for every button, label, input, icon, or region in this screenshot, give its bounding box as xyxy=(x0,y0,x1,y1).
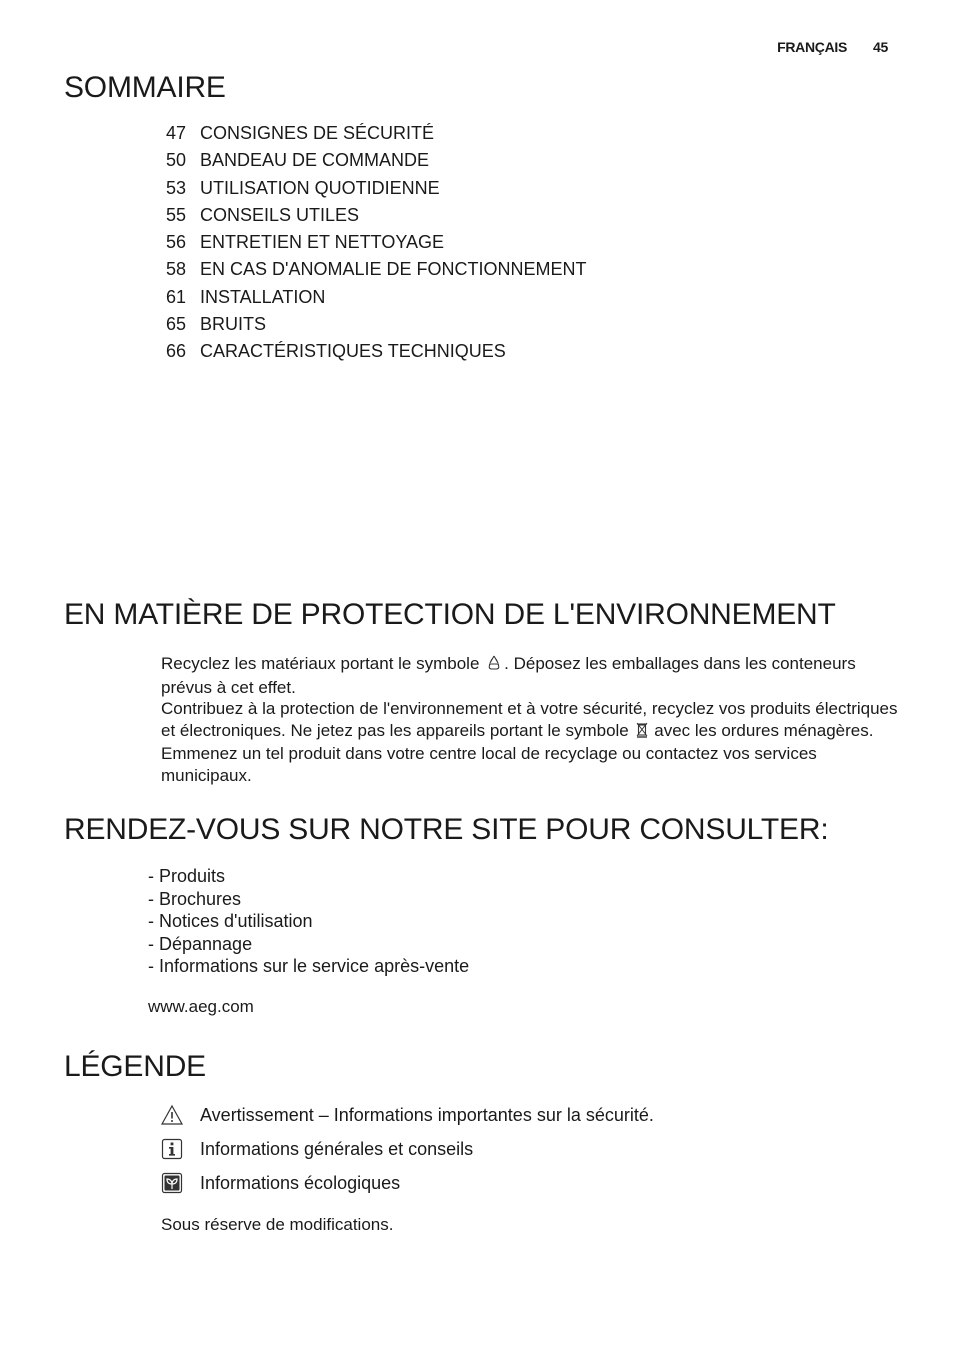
website-link[interactable]: www.aeg.com xyxy=(148,997,254,1016)
toc-entry[interactable] xyxy=(166,176,586,203)
disclaimer-note: Sous réserve de modifications. xyxy=(161,1215,394,1234)
crossed-bin-icon xyxy=(636,721,648,744)
env-text-1a: Recyclez les matériaux portant le symbole xyxy=(161,654,480,673)
env-text-2b: avec les ordures ménagères. Emmenez un tel produit dans votre centre local de recyclage ou contactez vos services municipaux. xyxy=(161,720,874,785)
site-title: RENDEZ-VOUS SUR NOTRE SITE POUR CONSULTER: xyxy=(64,813,829,846)
toc-label: ENTRETIEN ET NETTOYAGE xyxy=(200,232,445,253)
list-item: - Informations sur le service après-vente xyxy=(148,956,470,977)
toc-label: BANDEAU DE COMMANDE xyxy=(200,150,430,171)
toc-entry[interactable] xyxy=(166,148,586,175)
header-language: FRANÇAIS xyxy=(777,39,848,55)
environnement-paragraph xyxy=(161,653,901,786)
toc-entry[interactable] xyxy=(166,121,586,148)
env-text-1b: . Déposez les emballages dans les conteneurs prévus à cet effet. xyxy=(161,654,856,697)
legend-text: Informations générales et conseils xyxy=(200,1138,474,1159)
legend-item-info xyxy=(160,1137,473,1161)
info-icon xyxy=(160,1137,184,1161)
toc-entry[interactable] xyxy=(166,339,586,366)
toc-page: 50 xyxy=(166,150,187,171)
toc-label: UTILISATION QUOTIDIENNE xyxy=(200,177,440,198)
legend-text: Avertissement – Informations importantes sur la sécurité. xyxy=(200,1104,654,1125)
toc-page: 47 xyxy=(166,123,187,143)
toc-entry[interactable] xyxy=(166,257,586,284)
site-list xyxy=(148,865,469,978)
list-item: - Brochures xyxy=(148,888,242,909)
toc-entry[interactable] xyxy=(166,312,586,339)
sommaire-title: SOMMAIRE xyxy=(64,71,226,104)
toc-label: CONSEILS UTILES xyxy=(200,204,360,225)
toc-label: EN CAS D'ANOMALIE DE FONCTIONNEMENT xyxy=(200,259,587,280)
page-header xyxy=(777,39,888,55)
eco-icon xyxy=(160,1171,184,1195)
toc-label: CONSIGNES DE SÉCURITÉ xyxy=(200,123,435,143)
toc-label: INSTALLATION xyxy=(200,286,326,307)
environnement-title: EN MATIÈRE DE PROTECTION DE L'ENVIRONNEMENT xyxy=(64,598,836,631)
legend-item-eco xyxy=(160,1171,400,1195)
list-item: - Dépannage xyxy=(148,933,253,954)
toc-page: 55 xyxy=(166,204,187,225)
warning-icon xyxy=(160,1103,184,1127)
env-text-2a: Contribuez à la protection de l'environnement et à votre sécurité, recyclez vos produits électriques et électroniques. Ne jetez pas les appareils portant le symbole xyxy=(161,699,898,740)
toc-page: 53 xyxy=(166,177,187,198)
list-item: - Produits xyxy=(148,866,226,886)
toc-label: CARACTÉRISTIQUES TECHNIQUES xyxy=(200,341,506,362)
legend-text: Informations écologiques xyxy=(200,1172,401,1193)
legend-item-warning xyxy=(160,1103,654,1127)
table-of-contents xyxy=(166,121,586,367)
list-item: - Notices d'utilisation xyxy=(148,911,313,932)
toc-label: BRUITS xyxy=(200,314,267,335)
toc-page: 65 xyxy=(166,314,187,335)
legende-title: LÉGENDE xyxy=(64,1050,206,1083)
page-number: 45 xyxy=(873,39,888,55)
recycle-icon xyxy=(486,654,502,677)
toc-page: 66 xyxy=(166,341,187,362)
toc-page: 56 xyxy=(166,232,187,253)
toc-entry[interactable] xyxy=(166,230,586,257)
toc-page: 58 xyxy=(166,259,187,280)
toc-entry[interactable] xyxy=(166,285,586,312)
toc-page: 61 xyxy=(166,286,187,307)
toc-entry[interactable] xyxy=(166,203,586,230)
